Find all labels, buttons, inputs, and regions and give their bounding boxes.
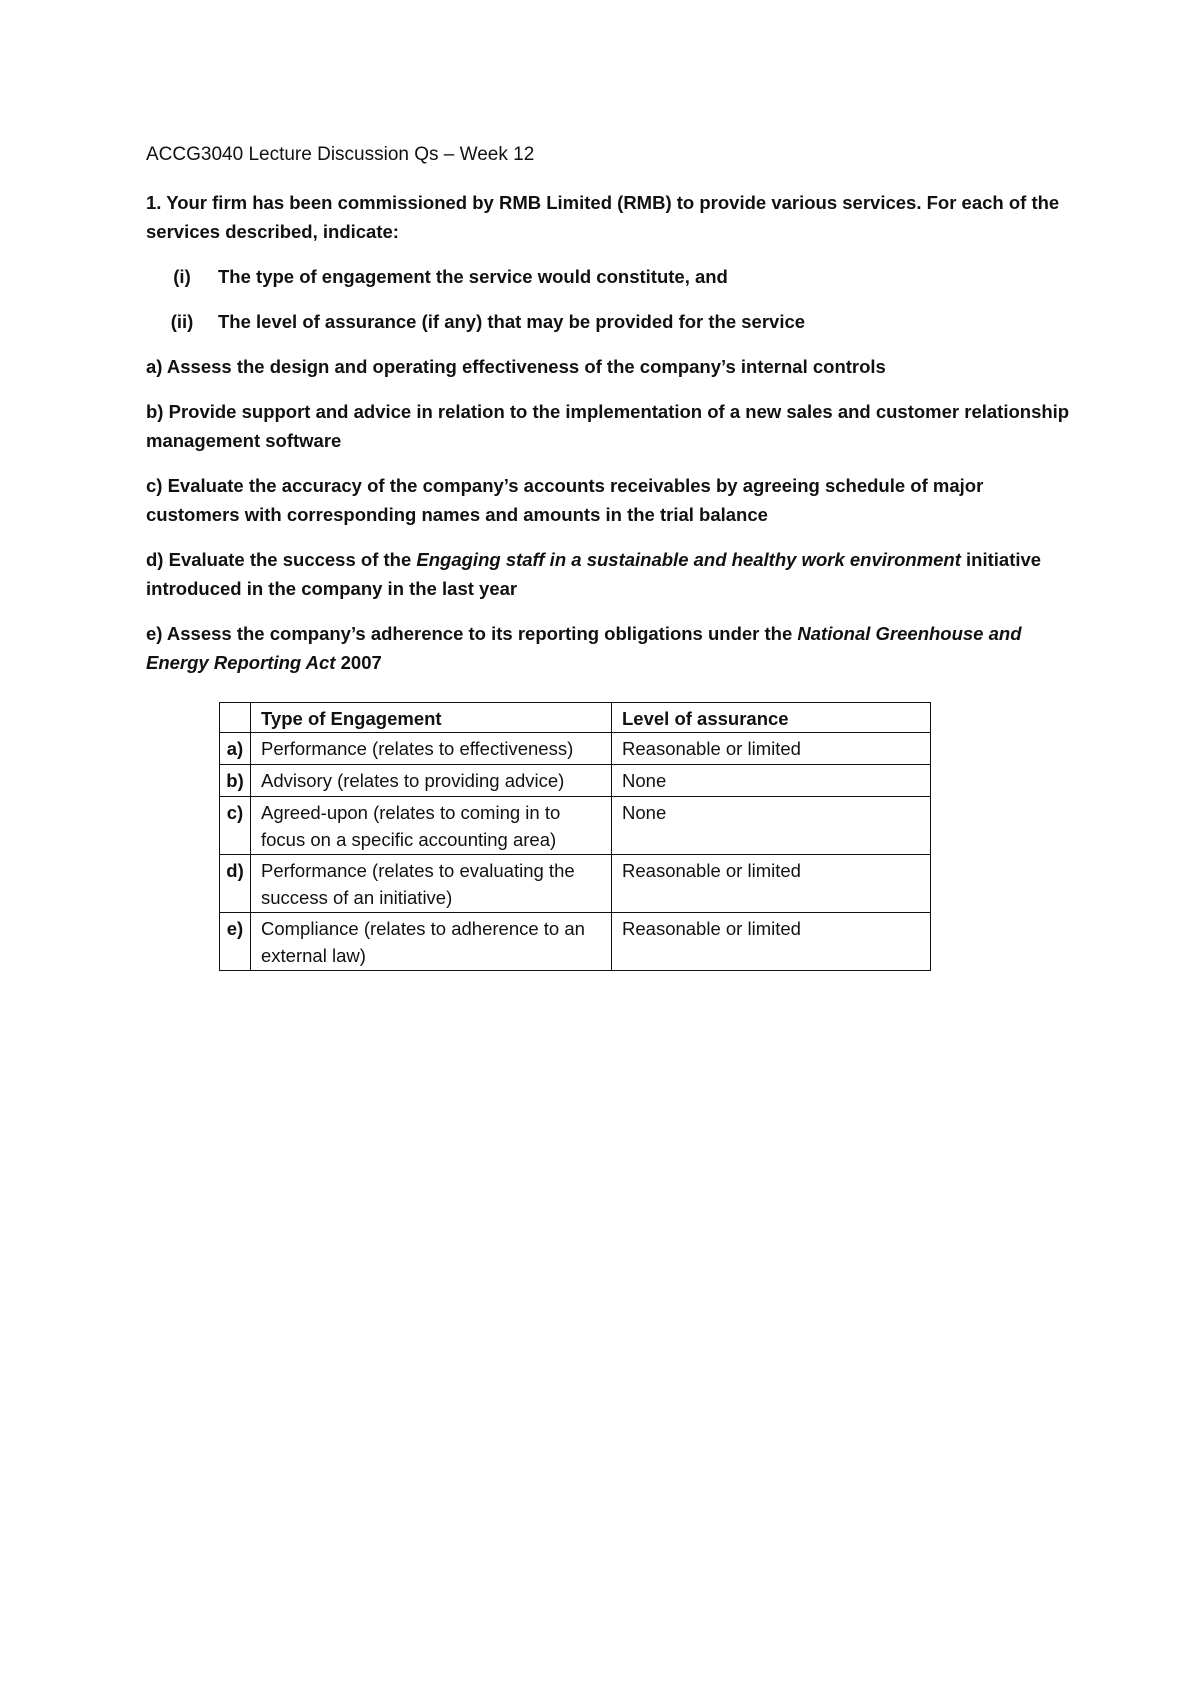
table-header-level: Level of assurance: [612, 703, 931, 733]
service-d: [146, 545, 1076, 603]
subitem-number: (i): [173, 266, 191, 287]
row-type: Agreed-upon (relates to coming in to focus on a specific accounting area): [251, 797, 612, 855]
row-level: None: [612, 765, 931, 797]
service-e: [146, 619, 1076, 677]
service-d-initiative: Engaging staff in a sustainable and healthy work environment: [416, 549, 961, 570]
subitem-ii: [146, 307, 1076, 336]
row-type: Advisory (relates to providing advice): [251, 765, 612, 797]
table-row: [220, 765, 931, 797]
document-page: [146, 144, 1076, 693]
row-type: Performance (relates to effectiveness): [251, 733, 612, 765]
row-label: c): [220, 797, 251, 855]
row-level: None: [612, 797, 931, 855]
table-header-type: Type of Engagement: [251, 703, 612, 733]
row-level: Reasonable or limited: [612, 733, 931, 765]
question-intro: 1. Your firm has been commissioned by RMB Limited (RMB) to provide various services. For each of the services described, indicate:: [146, 192, 1060, 242]
subitem-number: (ii): [170, 311, 194, 332]
service-e-text-end: 2007: [335, 652, 382, 673]
subitem-text: The level of assurance (if any) that may be provided for the service: [218, 311, 806, 332]
service-d-text: d) Evaluate the success of the: [146, 549, 417, 570]
service-a: a) Assess the design and operating effectiveness of the company’s internal controls: [146, 356, 886, 377]
service-d-text-end: initiative introduced in the company in the last year: [146, 549, 1042, 599]
service-e-act: National Greenhouse and Energy Reporting Act: [146, 623, 1022, 673]
table-row: [220, 855, 931, 913]
row-type: Performance (relates to evaluating the success of an initiative): [251, 855, 612, 913]
row-label: d): [220, 855, 251, 913]
table-header-blank: [220, 703, 251, 733]
row-label: b): [220, 765, 251, 797]
row-level: Reasonable or limited: [612, 855, 931, 913]
table-row: [220, 733, 931, 765]
row-label: a): [220, 733, 251, 765]
service-e-text: e) Assess the company’s adherence to its reporting obligations under the: [146, 623, 798, 644]
table-header-row: [220, 703, 931, 733]
table-row: [220, 913, 931, 971]
subitem-i: [146, 262, 1076, 291]
row-label: e): [220, 913, 251, 971]
table-row: [220, 797, 931, 855]
service-c: c) Evaluate the accuracy of the company’s accounts receivables by agreeing schedule of major customers with corresponding names and amounts in the trial balance: [146, 475, 984, 525]
page-title: ACCG3040 Lecture Discussion Qs – Week 12: [146, 144, 535, 165]
row-type: Compliance (relates to adherence to an external law): [251, 913, 612, 971]
subitem-text: The type of engagement the service would constitute, and: [218, 266, 728, 287]
row-level: Reasonable or limited: [612, 913, 931, 971]
service-b: b) Provide support and advice in relation to the implementation of a new sales and customer relationship management software: [146, 401, 1070, 451]
answer-table: [219, 702, 931, 971]
